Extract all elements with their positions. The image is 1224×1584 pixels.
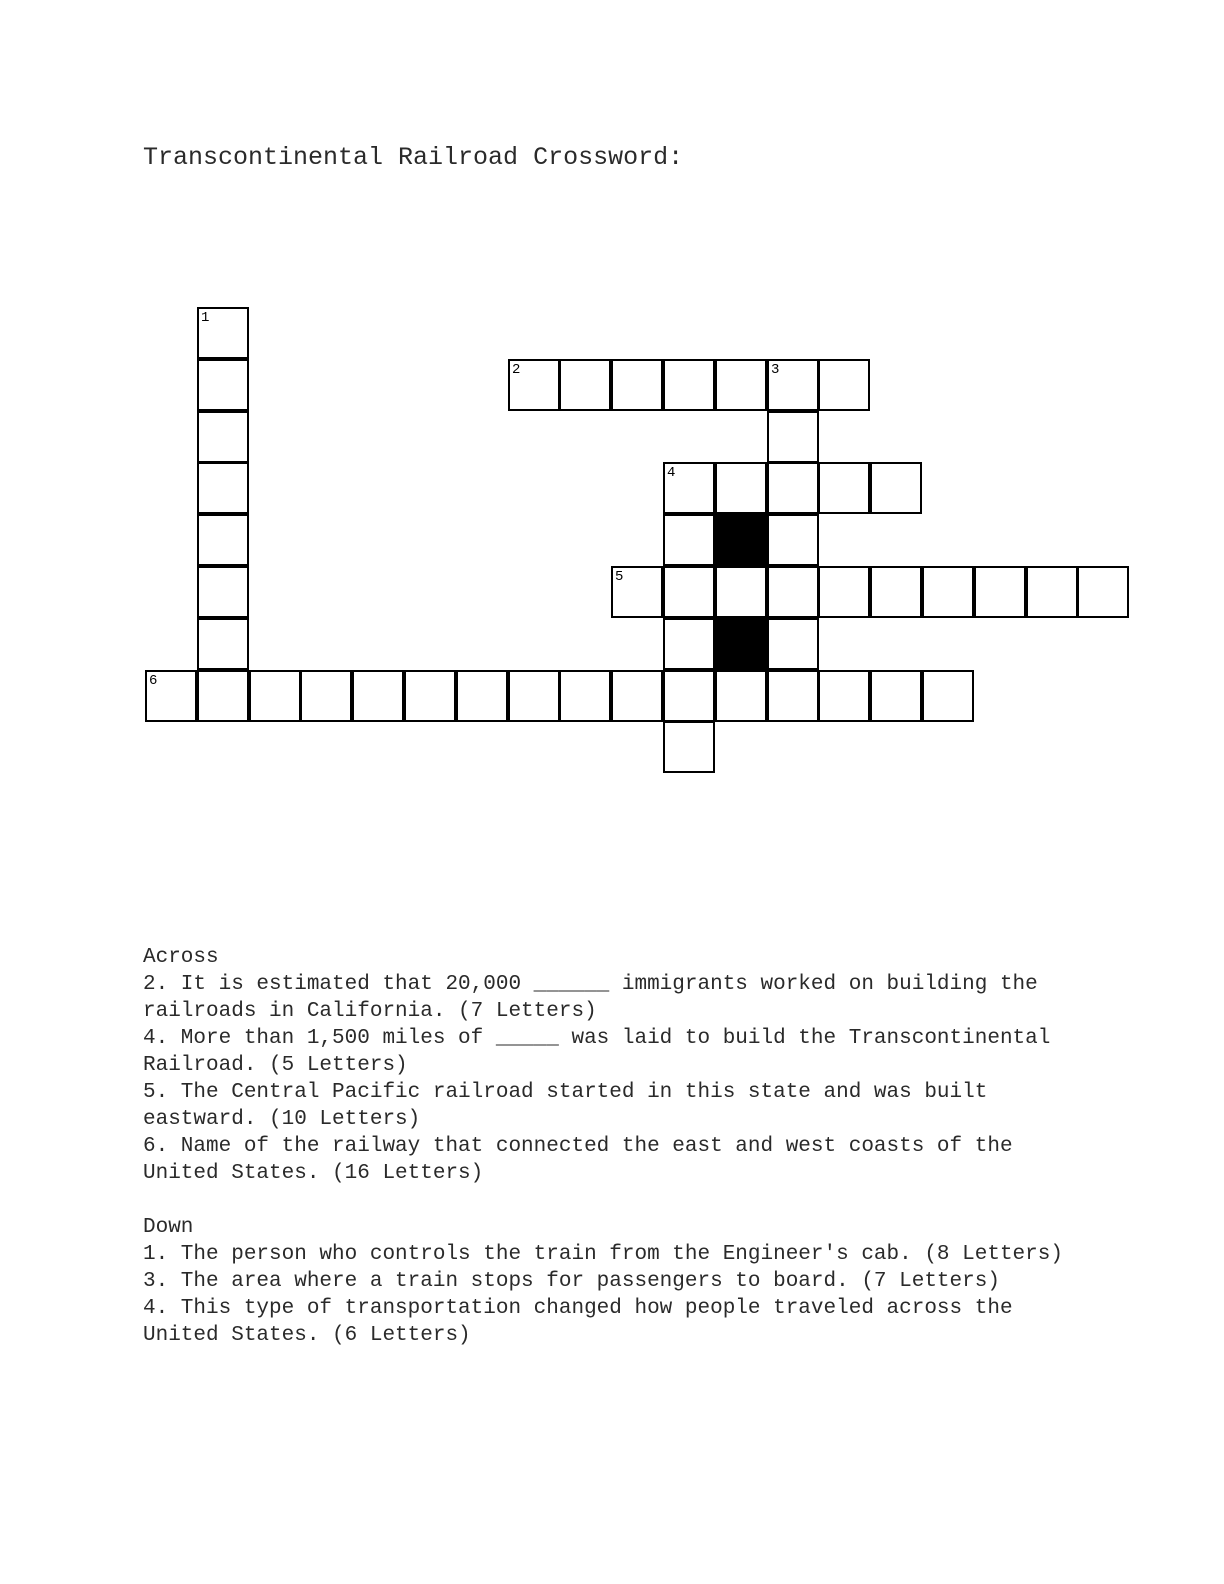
across-clue: 2. It is estimated that 20,000 ______ immigrants worked on building the railroads in California. (7 Letters) bbox=[143, 973, 1051, 1023]
crossword-cell[interactable] bbox=[767, 411, 819, 463]
crossword-cell[interactable] bbox=[197, 514, 249, 566]
crossword-cell[interactable] bbox=[767, 670, 819, 722]
crossword-cell[interactable] bbox=[508, 670, 560, 722]
crossword-cell[interactable] bbox=[715, 462, 767, 514]
crossword-cell[interactable] bbox=[663, 462, 715, 514]
crossword-cell[interactable] bbox=[663, 721, 715, 773]
crossword-cell[interactable] bbox=[922, 566, 974, 618]
crossword-cell[interactable] bbox=[818, 462, 870, 514]
down-heading: Down bbox=[143, 1216, 194, 1239]
crossword-cell[interactable] bbox=[300, 670, 352, 722]
crossword-cell[interactable] bbox=[145, 670, 197, 722]
clues-section bbox=[143, 944, 1083, 1349]
clue-number: 3 bbox=[771, 362, 780, 378]
down-clue: 4. This type of transportation changed how people traveled across the United States. (6 Letters) bbox=[143, 1297, 1026, 1347]
crossword-cell[interactable] bbox=[559, 359, 611, 411]
crossword-cell[interactable] bbox=[456, 670, 508, 722]
across-clue: 6. Name of the railway that connected the east and west coasts of the United States. (16 Letters) bbox=[143, 1135, 1026, 1185]
crossword-cell[interactable] bbox=[870, 462, 922, 514]
crossword-cell[interactable] bbox=[611, 670, 663, 722]
crossword-cell[interactable] bbox=[197, 359, 249, 411]
crossword-cell[interactable] bbox=[663, 618, 715, 670]
crossword-cell[interactable] bbox=[663, 359, 715, 411]
crossword-cell[interactable] bbox=[1026, 566, 1078, 618]
crossword-cell[interactable] bbox=[974, 566, 1026, 618]
crossword-cell[interactable] bbox=[352, 670, 404, 722]
crossword-cell[interactable] bbox=[767, 462, 819, 514]
crossword-cell[interactable] bbox=[870, 670, 922, 722]
crossword-cell[interactable] bbox=[767, 359, 819, 411]
down-clue: 1. The person who controls the train from the Engineer's cab. (8 Letters) bbox=[143, 1243, 1063, 1266]
page-title: Transcontinental Railroad Crossword: bbox=[143, 143, 684, 172]
crossword-cell[interactable] bbox=[715, 670, 767, 722]
crossword-cell[interactable] bbox=[715, 566, 767, 618]
crossword-cell[interactable] bbox=[663, 566, 715, 618]
crossword-cell[interactable] bbox=[404, 670, 456, 722]
across-clue: 4. More than 1,500 miles of _____ was laid to build the Transcontinental Railroad. (5 Letters) bbox=[143, 1027, 1063, 1077]
clue-number: 4 bbox=[667, 465, 676, 481]
crossword-cell[interactable] bbox=[715, 359, 767, 411]
clue-number: 6 bbox=[149, 673, 158, 689]
crossword-cell[interactable] bbox=[1077, 566, 1129, 618]
crossword-cell[interactable] bbox=[818, 359, 870, 411]
crossword-cell[interactable] bbox=[611, 359, 663, 411]
across-heading: Across bbox=[143, 946, 219, 969]
crossword-cell[interactable] bbox=[870, 566, 922, 618]
across-clue: 5. The Central Pacific railroad started in this state and was built eastward. (10 Letters) bbox=[143, 1081, 1000, 1131]
crossword-cell[interactable] bbox=[197, 670, 249, 722]
black-square bbox=[715, 618, 767, 670]
clue-number: 1 bbox=[201, 310, 210, 326]
down-clue: 3. The area where a train stops for passengers to board. (7 Letters) bbox=[143, 1270, 1000, 1293]
crossword-cell[interactable] bbox=[767, 566, 819, 618]
crossword-cell[interactable] bbox=[767, 514, 819, 566]
crossword-cell[interactable] bbox=[767, 618, 819, 670]
crossword-cell[interactable] bbox=[663, 670, 715, 722]
clue-number: 5 bbox=[615, 569, 624, 585]
crossword-cell[interactable] bbox=[818, 670, 870, 722]
crossword-cell[interactable] bbox=[922, 670, 974, 722]
black-square bbox=[715, 514, 767, 566]
clue-number: 2 bbox=[512, 362, 521, 378]
crossword-cell[interactable] bbox=[611, 566, 663, 618]
crossword-cell[interactable] bbox=[197, 462, 249, 514]
crossword-cell[interactable] bbox=[818, 566, 870, 618]
crossword-cell[interactable] bbox=[508, 359, 560, 411]
crossword-cell[interactable] bbox=[197, 566, 249, 618]
crossword-cell[interactable] bbox=[197, 618, 249, 670]
crossword-cell[interactable] bbox=[663, 514, 715, 566]
clue-spacer bbox=[143, 1187, 1083, 1214]
crossword-cell[interactable] bbox=[197, 411, 249, 463]
crossword-cell[interactable] bbox=[197, 307, 249, 359]
crossword-cell[interactable] bbox=[559, 670, 611, 722]
crossword-cell[interactable] bbox=[249, 670, 301, 722]
